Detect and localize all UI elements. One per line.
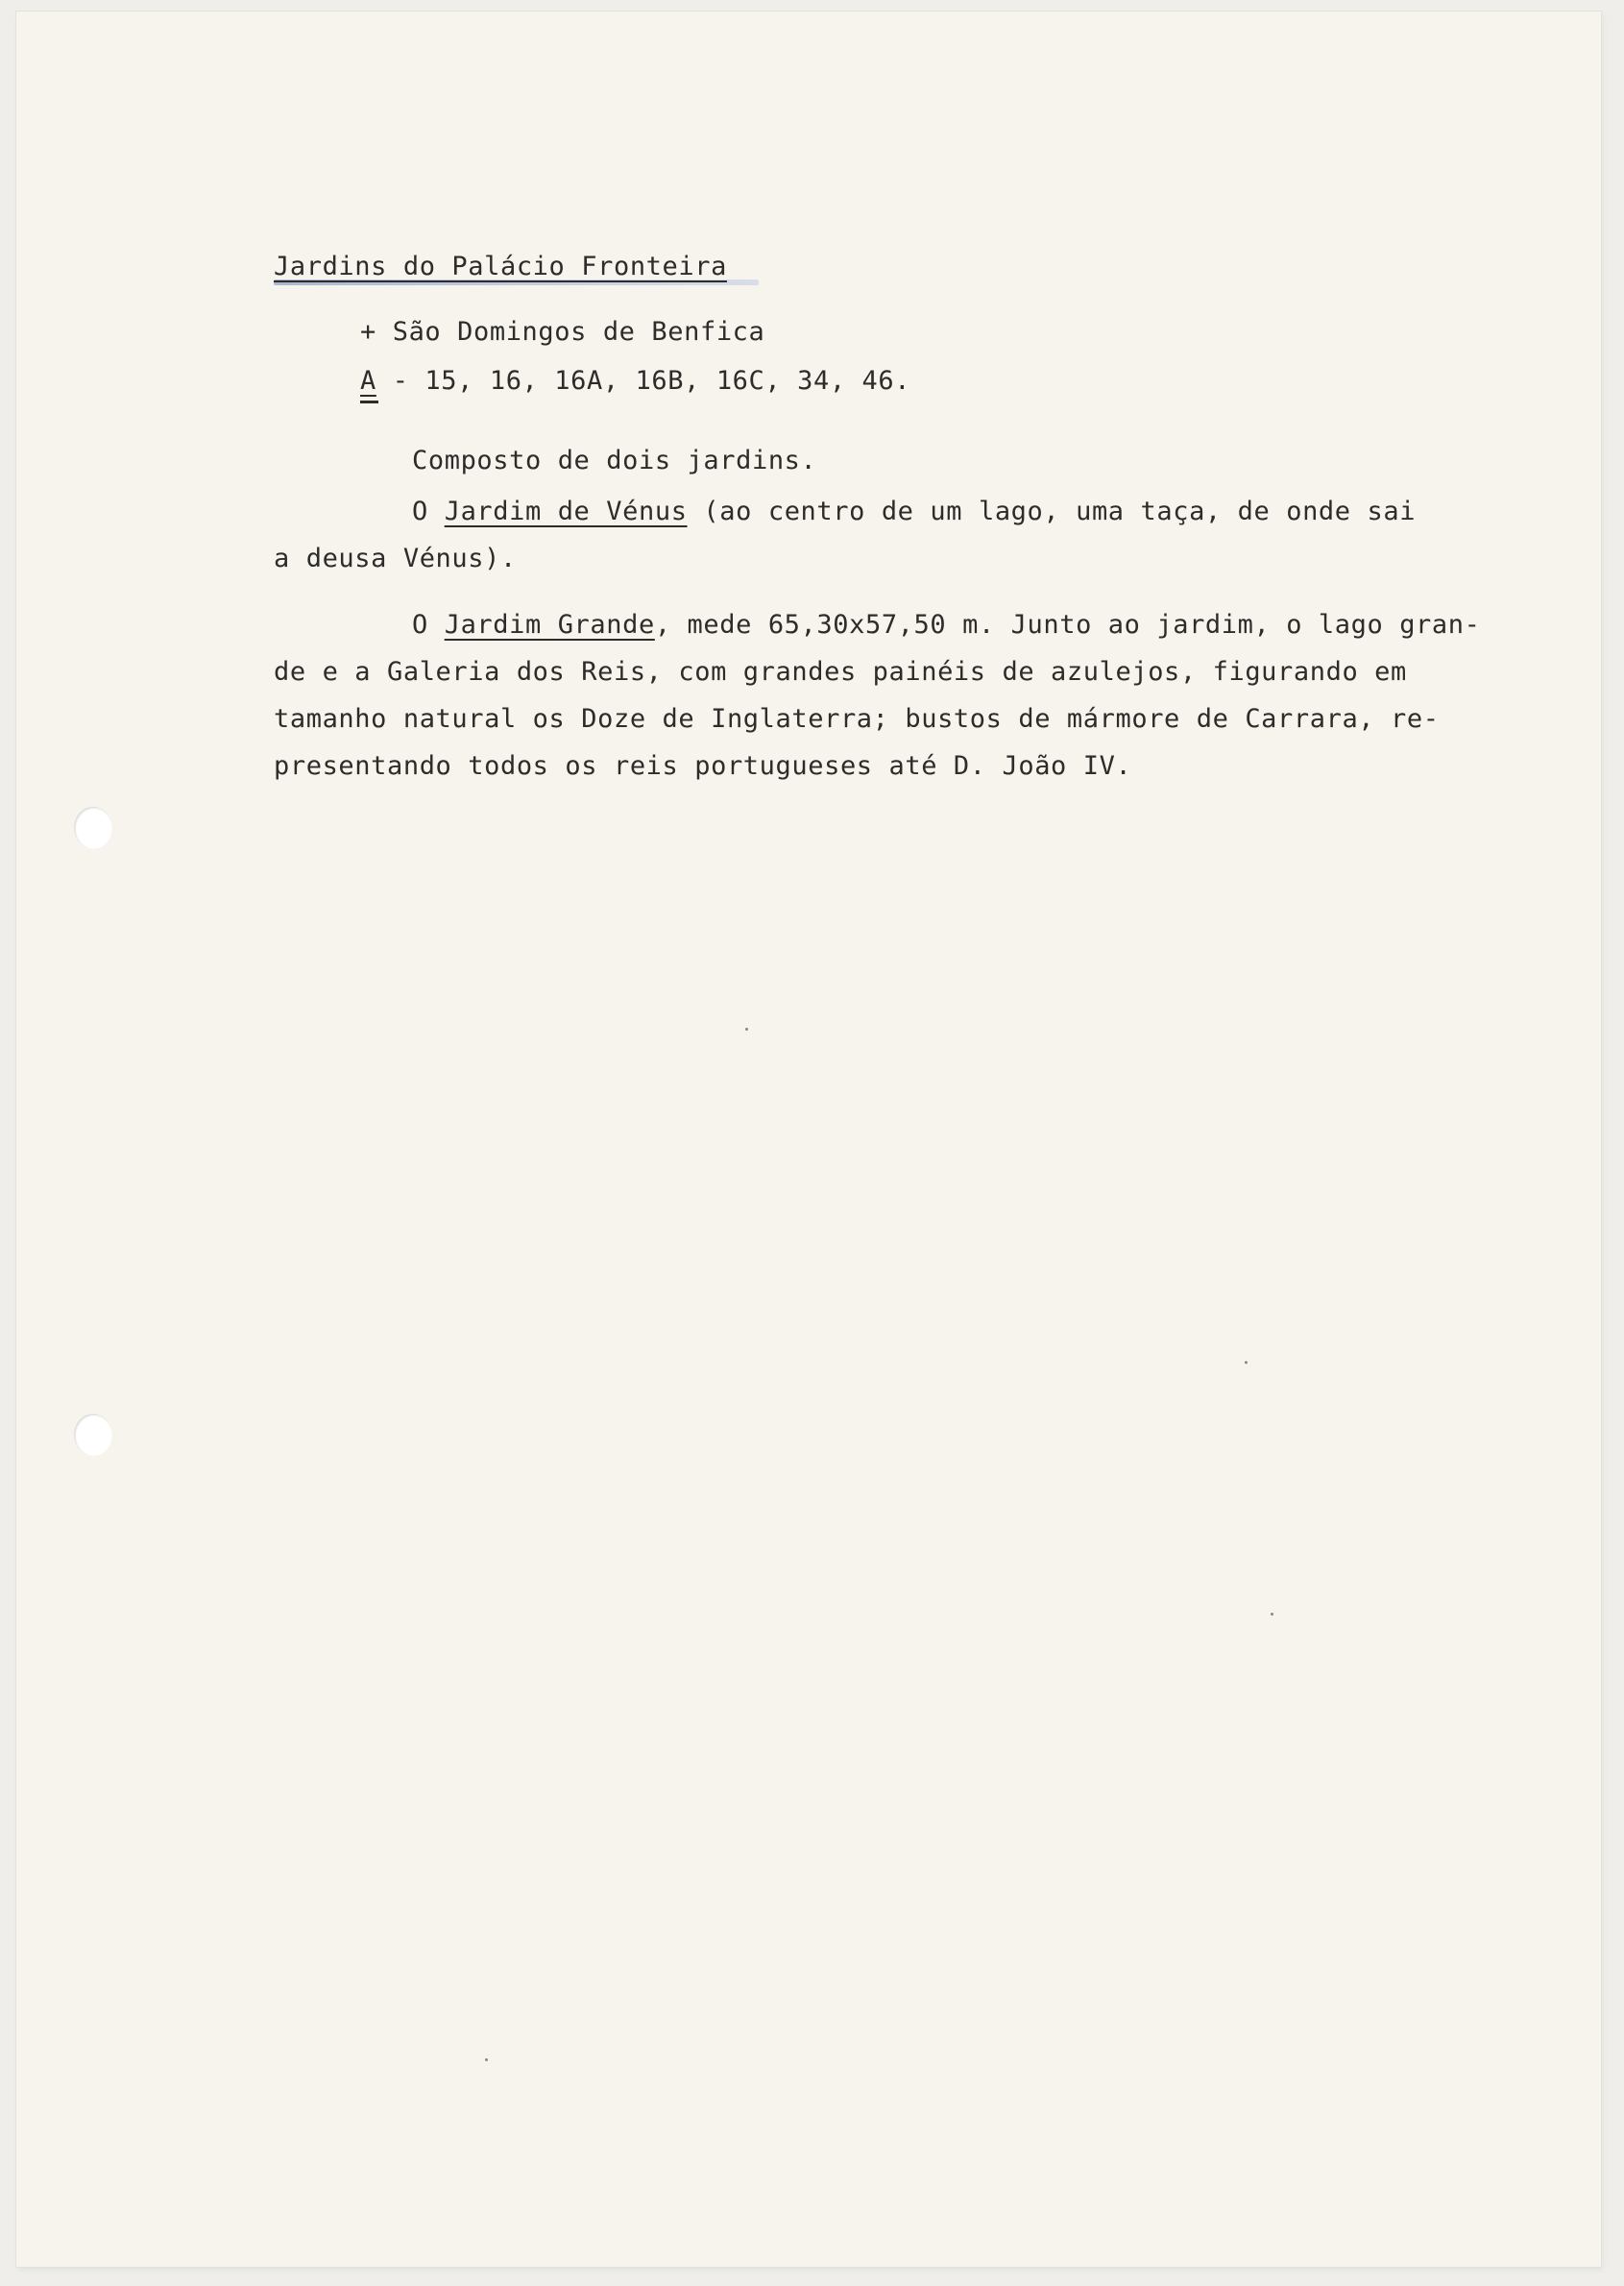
paragraph-venus-line-2 (274, 535, 517, 582)
paragraph-prefix: O (412, 610, 445, 640)
typed-page (16, 12, 1601, 2267)
paragraph-venus-line-1 (412, 488, 1416, 535)
reference-values: - 15, 16, 16A, 16B, 16C, 34, 46. (392, 366, 911, 396)
paragraph-prefix: O (412, 497, 445, 526)
paragraph-text: presentando todos os reis portugueses até D. João IV. (274, 751, 1132, 781)
location-text: + São Domingos de Benfica (360, 317, 765, 347)
paragraph-grande-line-4 (274, 742, 1131, 790)
jardim-grande-term: Jardim Grande (444, 610, 655, 640)
punch-hole-lower (74, 1414, 112, 1456)
paper-speck (745, 1028, 748, 1031)
jardim-de-venus-term: Jardim de Vénus (444, 497, 688, 526)
paper-speck (1245, 1361, 1248, 1364)
paragraph-text: , mede 65,30x57,50 m. Junto ao jardim, o lago gran- (654, 610, 1481, 640)
paragraph-grande-line-3 (274, 695, 1440, 742)
paragraph-text: (ao centro de um lago, uma taça, de onde sai (687, 497, 1417, 526)
document-title-text: Jardins do Palácio Fronteira (274, 252, 727, 281)
paragraph-grande-line-2 (274, 648, 1407, 695)
paper-speck (1271, 1613, 1273, 1616)
paragraph-text: tamanho natural os Doze de Inglaterra; bustos de mármore de Carrara, re- (274, 704, 1440, 734)
punch-hole-upper (74, 807, 112, 849)
document-title (274, 243, 727, 290)
paragraph-grande-line-1 (412, 601, 1480, 648)
location-line (360, 308, 764, 355)
reference-line (360, 357, 910, 404)
paragraph-composition-text: Composto de dois jardins. (412, 446, 817, 475)
paragraph-composition (412, 437, 816, 484)
reference-label: A (360, 366, 376, 396)
paper-speck (485, 2058, 488, 2061)
paragraph-text: de e a Galeria dos Reis, com grandes painéis de azulejos, figurando em (274, 657, 1407, 687)
paragraph-text: a deusa Vénus). (274, 544, 517, 573)
